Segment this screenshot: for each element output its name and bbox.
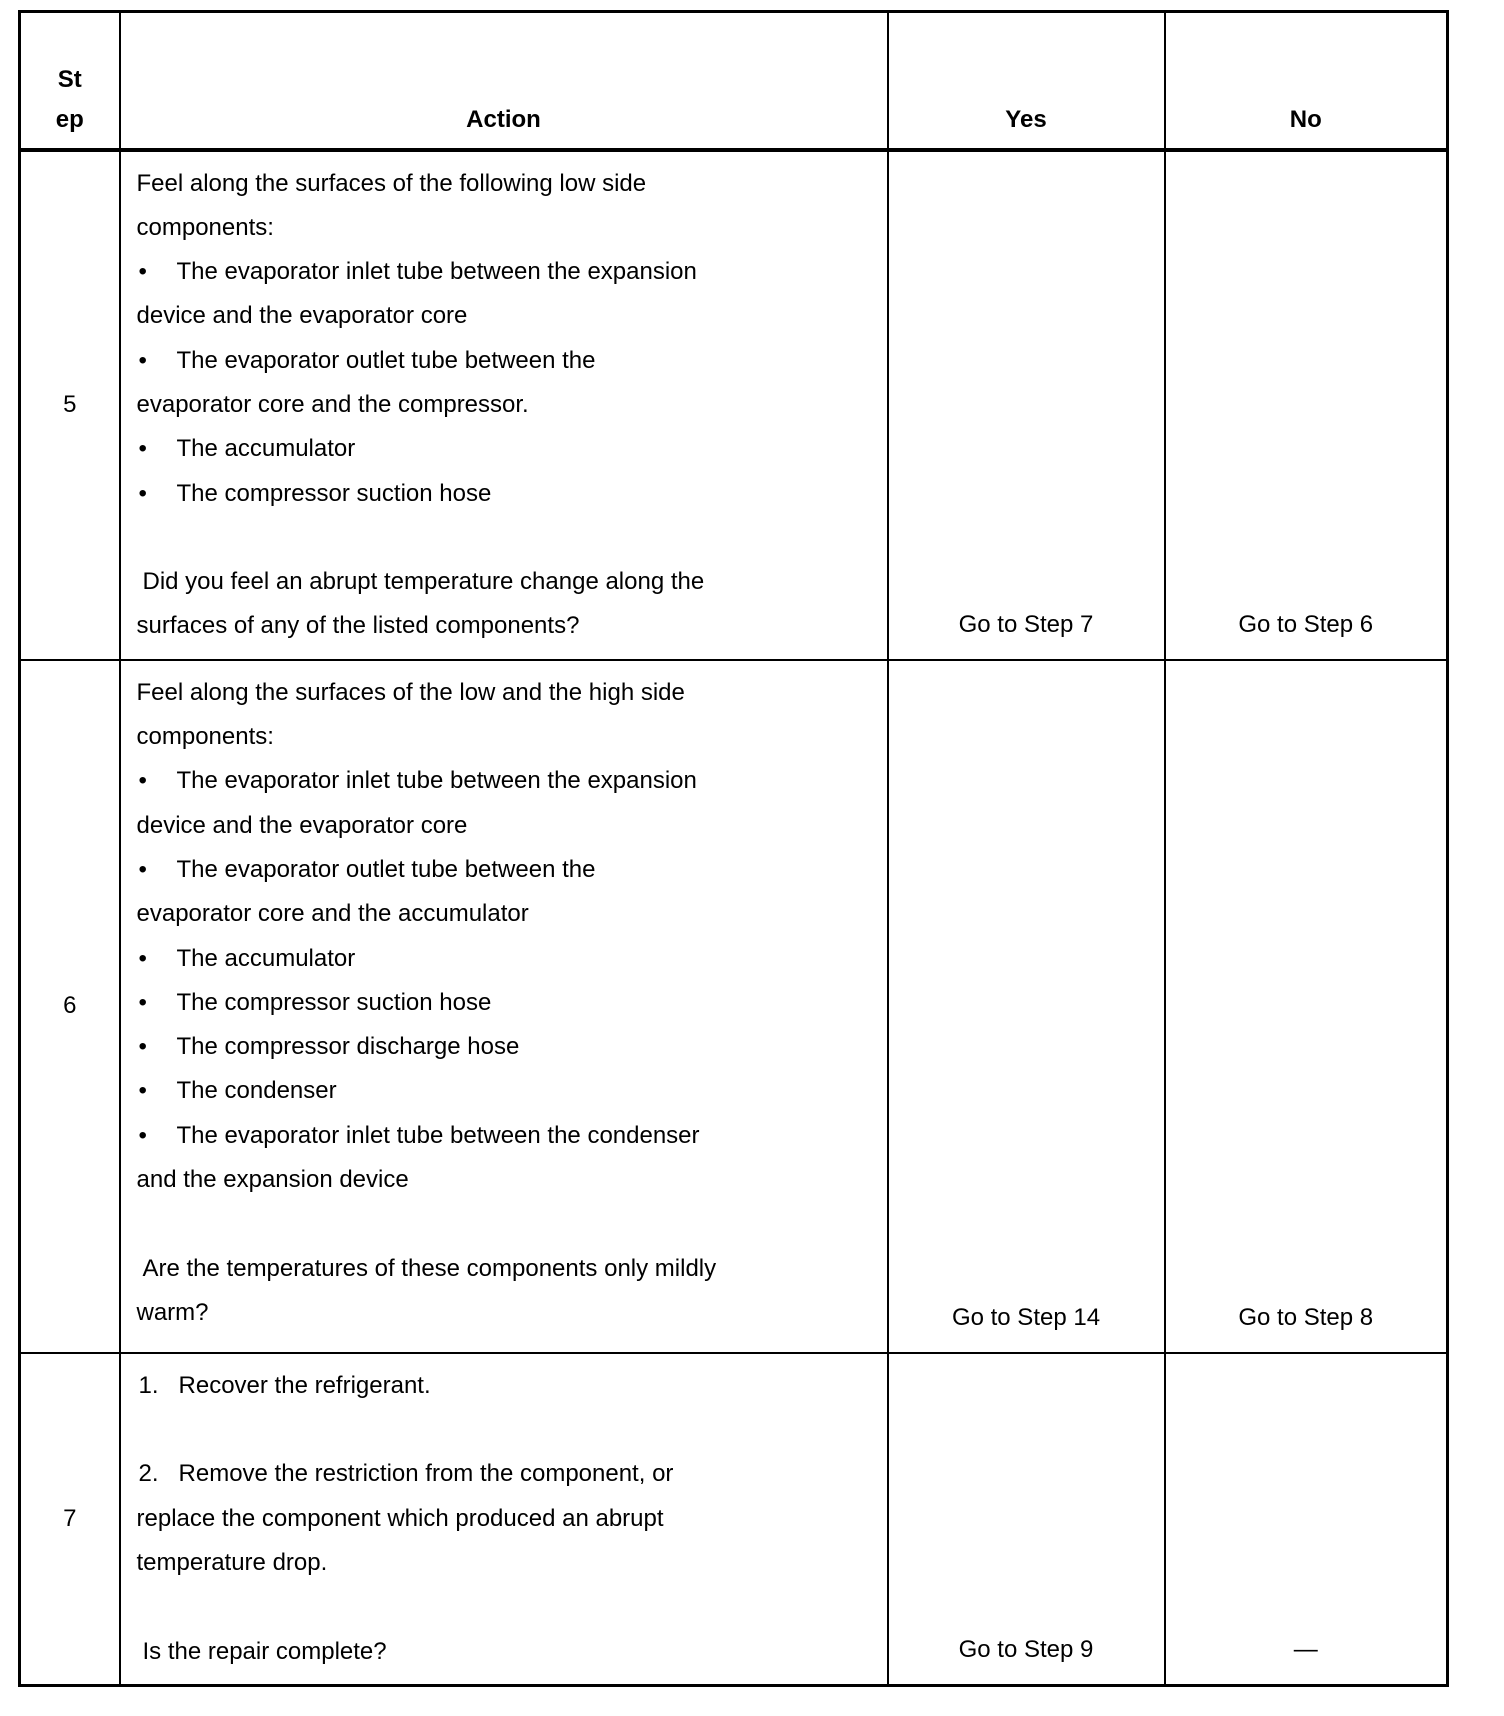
header-no: No [1165,12,1448,150]
action-cell [120,1353,888,1686]
spacer [137,1585,871,1629]
bullet-item [137,250,871,294]
bullet-item [137,1025,871,1069]
bullet-icon: • [138,346,147,374]
bullet-icon: • [138,988,147,1016]
yes-result: Go to Step 9 [888,1353,1165,1686]
table-row [20,150,1448,660]
no-result: — [1165,1353,1448,1686]
bullet-text: The compressor suction hose [176,479,492,507]
bullet-text: The accumulator [176,435,356,463]
bullet-text: The condenser [176,1077,337,1105]
bullet-item [137,1114,871,1158]
step-number: 6 [20,660,120,1353]
action-text: Feel along the surfaces of the low and the high side [136,678,685,706]
header-row [20,12,1448,150]
action-text: surfaces of any of the listed components? [136,612,580,640]
bullet-icon: • [138,855,147,883]
spacer [137,516,871,560]
step-number: 7 [20,1353,120,1686]
bullet-text: The evaporator inlet tube between the condenser [176,1121,700,1149]
action-text: evaporator core and the accumulator [136,900,529,928]
bullet-icon: • [138,944,147,972]
action-text: device and the evaporator core [136,302,468,330]
header-step [20,12,120,150]
bullet-item [137,1069,871,1113]
question-text: Did you feel an abrupt temperature change along the [142,568,705,596]
bullet-text: The evaporator inlet tube between the expansion [176,767,697,795]
spacer [137,1202,871,1246]
bullet-item [137,427,871,471]
bullet-text: The compressor discharge hose [176,1033,520,1061]
bullet-icon: • [138,435,147,463]
bullet-text: The evaporator outlet tube between the [176,346,596,374]
diagnostic-table [18,10,1449,1687]
bullet-icon: • [138,479,147,507]
table-row [20,1353,1448,1686]
action-text: and the expansion device [136,1166,409,1194]
bullet-item [137,759,871,803]
action-text: temperature drop. [136,1548,328,1576]
action-text: components: [136,723,274,751]
bullet-text: The compressor suction hose [176,988,492,1016]
no-result: Go to Step 8 [1165,660,1448,1353]
action-text: warm? [136,1298,209,1326]
bullet-icon: • [138,1121,147,1149]
step-number: 5 [20,150,120,660]
table-row [20,660,1448,1353]
header-yes: Yes [888,12,1165,150]
action-cell [120,660,888,1353]
header-action: Action [120,12,888,150]
numbered-step: 1. Recover the refrigerant. [138,1371,431,1399]
action-text: device and the evaporator core [136,811,468,839]
action-text: Feel along the surfaces of the following low side [136,169,647,197]
bullet-item [137,848,871,892]
action-text: evaporator core and the compressor. [136,390,529,418]
no-result: Go to Step 6 [1165,150,1448,660]
bullet-item [137,339,871,383]
bullet-item [137,937,871,981]
spacer [137,1408,871,1452]
bullet-icon: • [138,1033,147,1061]
action-text: components: [136,213,274,241]
bullet-text: The accumulator [176,944,356,972]
header-step-line1: St [57,65,82,93]
action-text: replace the component which produced an abrupt [136,1504,664,1532]
action-cell [120,150,888,660]
bullet-item [137,981,871,1025]
yes-result: Go to Step 14 [888,660,1165,1353]
numbered-step: 2. Remove the restriction from the component, or [138,1460,674,1488]
bullet-icon: • [138,1077,147,1105]
bullet-text: The evaporator outlet tube between the [176,855,596,883]
bullet-icon: • [138,767,147,795]
header-step-line2: ep [55,105,84,133]
bullet-text: The evaporator inlet tube between the expansion [176,258,697,286]
bullet-item [137,472,871,516]
question-text: Is the repair complete? [142,1637,387,1665]
yes-result: Go to Step 7 [888,150,1165,660]
question-text: Are the temperatures of these components only mildly [142,1254,717,1282]
bullet-icon: • [138,258,147,286]
